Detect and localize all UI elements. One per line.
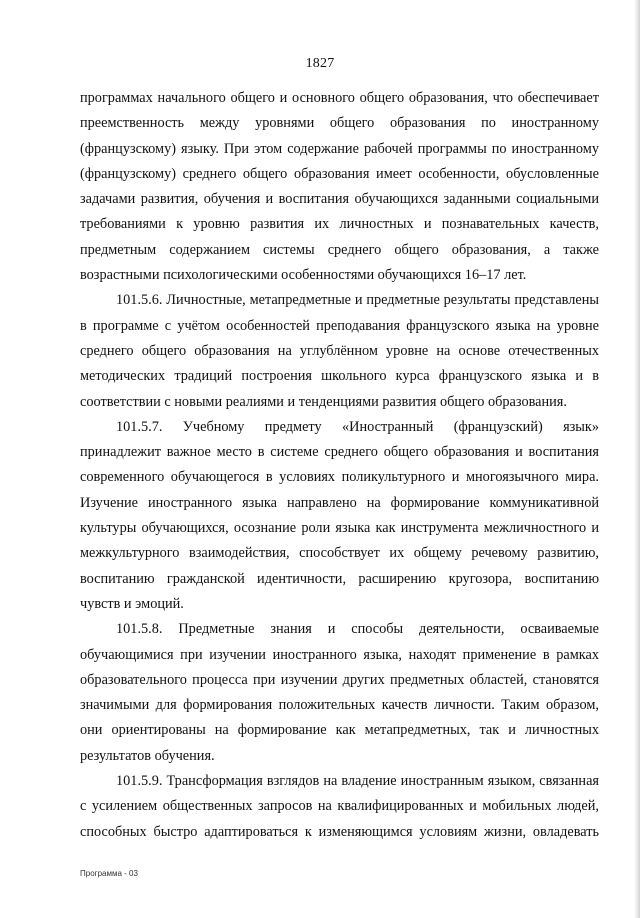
paragraph-101-5-6: 101.5.6. Личностные, метапредметные и предметные результаты представлены в программе с учётом особенностей преподавания французского языка на уровне среднего общего образования на углублённом уровне на основе отечественных методических традиций построения школьного курса французского языка и в соответствии с новыми реалиями и тенденциями развития общего образования. (80, 292, 599, 410)
paragraph-101-5-7: 101.5.7. Учебному предмету «Иностранный (французский) язык» принадлежит важное место в системе среднего общего образования и воспитания современного обучающегося в условиях поликультурного и многоязычного мира. Изучение иностранного языка направлено на формирование коммуникативной культуры обучающихся, осознание роли языка как инструмента межличностного и межкультурного взаимодействия, способствует их общему речевому развитию, воспитанию гражданской идентичности, расширению кругозора, воспитанию чувств и эмоций. (80, 418, 599, 612)
page-edge-shadow (634, 0, 640, 918)
page-number: 1827 (305, 56, 335, 71)
document-body (80, 86, 599, 845)
paragraph-101-5-8: 101.5.8. Предметные знания и способы деятельности, осваиваемые обучающимися при изучении иностранного языка, находят применение в рамках образовательного процесса при изучении других предметных областей, становятся значимыми для формирования положительных качеств личности. Таким образом, они ориентированы на формирование как метапредметных, так и личностных результатов обучения. (80, 621, 599, 764)
footer-note: Программа - 03 (80, 869, 138, 878)
paragraph-continuation: программах начального общего и основного общего образования, что обеспечивает преемственность между уровнями общего образования по иностранному (французскому) языку. При этом содержание рабочей программы по иностранному (французскому) среднего общего образования имеет особенности, обусловленные задачами развития, обучения и воспитания обучающихся заданными социальными требованиями к уровню развития их личностных и познавательных качеств, предметным содержанием системы среднего общего образования, а также возрастными психологическими особенностями обучающихся 16–17 лет. (80, 90, 599, 284)
paragraph-101-5-9: 101.5.9. Трансформация взглядов на владение иностранным языком, связанная с усилением общественных запросов на квалифицированных и мобильных людей, способных быстро адаптироваться к изменяющимся условиям жизни, овладевать (80, 773, 599, 840)
